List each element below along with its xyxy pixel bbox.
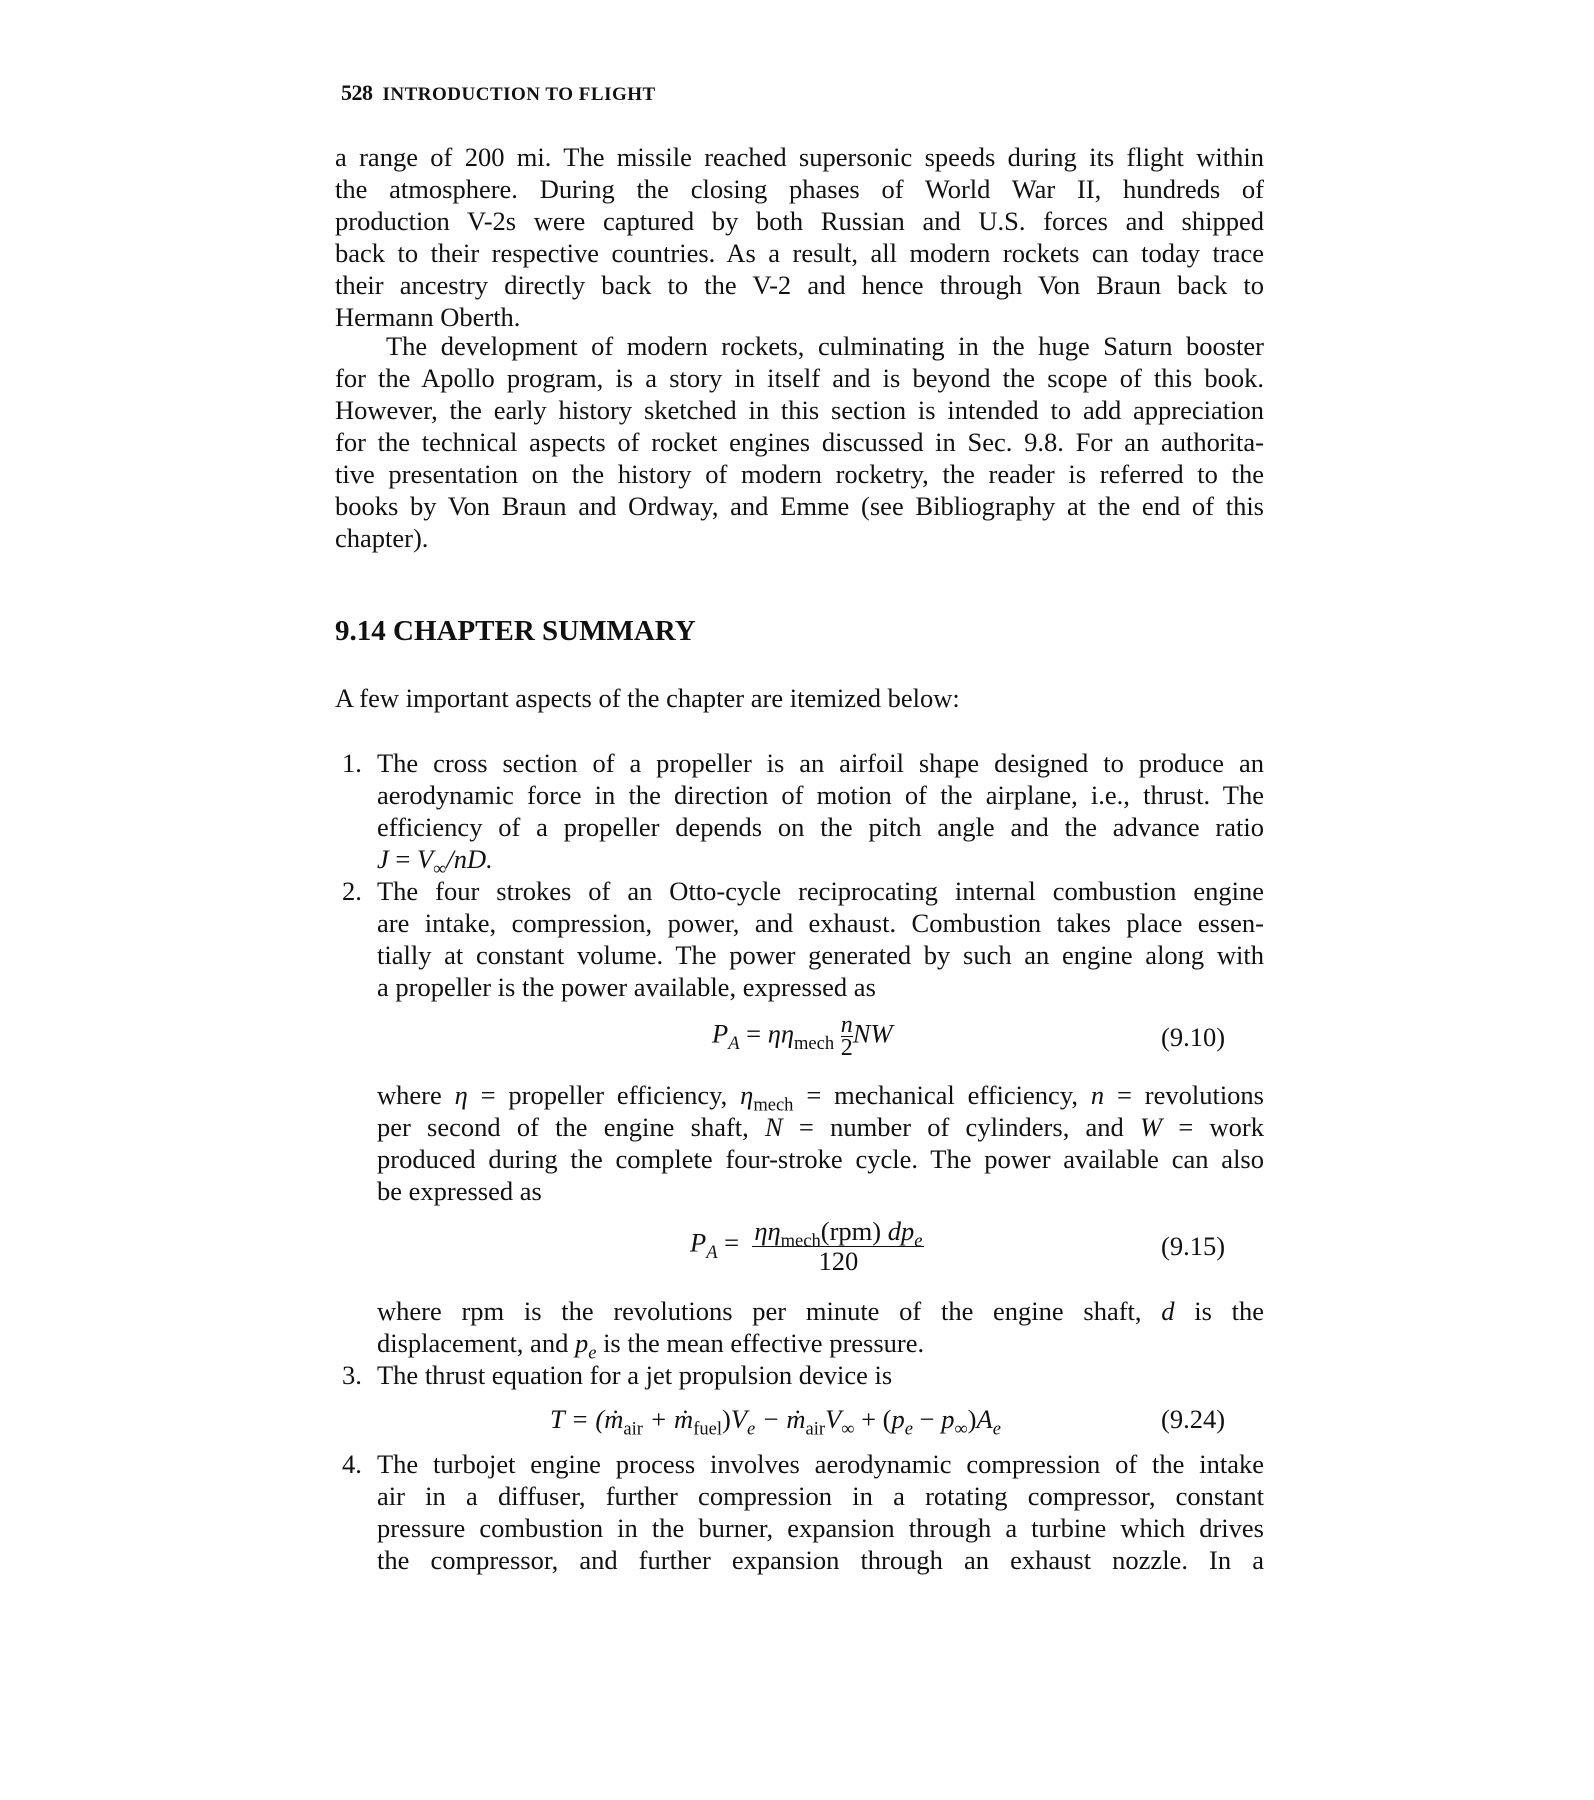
equation-9-10 <box>712 1014 893 1059</box>
eq-denominator: 120 <box>818 1246 859 1276</box>
text-line: a propeller is the power available, expressed as <box>377 972 876 1002</box>
text-segment: J <box>377 844 389 874</box>
eq-symbol: P <box>712 1018 729 1049</box>
text-line: aerodynamic force in the direction of motion of the airplane, i.e., thrust. The <box>377 780 1264 810</box>
eq-subscript: A <box>728 1033 740 1055</box>
text-line: The development of modern rockets, culminating in the huge Saturn booster <box>386 331 1264 361</box>
eq-numerator: n <box>840 1012 853 1038</box>
eq-subscript: ∞ <box>841 1418 855 1440</box>
item-text <box>377 875 1264 1003</box>
text-line: for the technical aspects of rocket engines discussed in Sec. 9.8. For an authorita- <box>335 427 1264 457</box>
text-segment: = mechanical efficiency, <box>793 1080 1091 1110</box>
eq-symbol: V <box>825 1404 842 1434</box>
eq-term: ) <box>722 1404 731 1434</box>
text-line: books by Von Braun and Ordway, and Emme (see Bibliography at the end of this <box>335 491 1264 521</box>
eq-subscript: e <box>904 1418 913 1440</box>
summary-item-4 <box>342 1448 1264 1576</box>
item-text <box>377 1079 1264 1207</box>
eq-term: T = (ṁ <box>550 1404 624 1434</box>
text-line: chapter). <box>335 523 429 553</box>
text-line: air in a diffuser, further compression in a rotating compressor, constant <box>377 1481 1264 1511</box>
eq-subscript: air <box>805 1418 826 1440</box>
eq-subscript: A <box>706 1242 718 1264</box>
text-line: their ancestry directly back to the V-2 and hence through Von Braun back to <box>335 270 1264 300</box>
summary-item-1 <box>342 747 1264 880</box>
summary-item-2 <box>342 875 1264 1003</box>
equation-number: (9.24) <box>1161 1404 1226 1434</box>
eq-subscript: ∞ <box>954 1418 968 1440</box>
text-line: Hermann Oberth. <box>335 302 521 332</box>
equation-number: (9.10) <box>1161 1022 1226 1052</box>
item-number: 3. <box>342 1360 362 1390</box>
text-line: the atmosphere. During the closing phases of World War II, hundreds of <box>335 174 1264 204</box>
eq-numerator <box>752 1216 924 1252</box>
eq-term: (rpm) <box>820 1216 882 1246</box>
text-segment: = propeller efficiency, <box>467 1080 741 1110</box>
eq-term: + ṁ <box>642 1404 694 1434</box>
eq-operator: = <box>717 1227 746 1258</box>
text-line: tive presentation on the history of modern rocketry, the reader is referred to the <box>335 459 1264 489</box>
text-segment: N <box>765 1112 783 1142</box>
eq-subscript: air <box>623 1418 643 1440</box>
text-segment: η <box>740 1080 754 1110</box>
item-number: 1. <box>342 748 362 778</box>
item-text <box>377 1448 1264 1576</box>
text-segment: = work <box>1162 1112 1264 1142</box>
eq-symbol: p <box>941 1404 955 1434</box>
item-number: 2. <box>342 876 362 906</box>
item-text <box>377 1359 1264 1391</box>
text-segment: is the mean effective pressure. <box>596 1328 925 1358</box>
text-line: efficiency of a propeller depends on the pitch angle and the advance ratio <box>377 812 1264 842</box>
summary-intro <box>335 682 1264 714</box>
text-line: The four strokes of an Otto-cycle reciprocating internal combustion engine <box>377 876 1264 906</box>
eq-operator: = <box>739 1018 768 1049</box>
item-text <box>377 1295 1264 1364</box>
text-line: A few important aspects of the chapter are itemized below: <box>335 683 960 713</box>
text-segment: W <box>1140 1112 1163 1142</box>
text-segment: = number of cylinders, and <box>782 1112 1141 1142</box>
paragraph-v2-history <box>335 141 1264 333</box>
eq-symbol: dp <box>887 1216 915 1246</box>
text-line: The thrust equation for a jet propulsion device is <box>377 1360 893 1390</box>
eq-term: − ṁ <box>755 1404 806 1434</box>
text-line: The turbojet engine process involves aerodynamic compression of the intake <box>377 1449 1264 1479</box>
text-line: are intake, compression, power, and exhaust. Combustion takes place essen- <box>377 908 1264 938</box>
text-segment: per second of the engine shaft, <box>377 1112 765 1142</box>
eq-symbol: ηη <box>767 1018 795 1049</box>
text-segment: is the <box>1174 1296 1264 1326</box>
section-heading: 9.14 CHAPTER SUMMARY <box>335 615 696 647</box>
text-line: However, the early history sketched in this section is intended to add appreciation <box>335 395 1264 425</box>
running-title: INTRODUCTION TO FLIGHT <box>382 84 656 105</box>
text-line <box>377 1079 1264 1116</box>
text-line <box>377 843 1264 880</box>
page-number: 528 <box>341 80 373 105</box>
eq-subscript: e <box>914 1230 923 1252</box>
text-line: the compressor, and further expansion through an exhaust nozzle. In a <box>377 1545 1264 1575</box>
text-line: for the Apollo program, is a story in itself and is beyond the scope of this book. <box>335 363 1264 393</box>
equation-9-24 <box>550 1404 1001 1440</box>
text-segment: where <box>377 1080 455 1110</box>
text-segment: ∞ <box>433 858 447 880</box>
text-line: back to their respective countries. As a result, all modern rockets can today trace <box>335 238 1264 268</box>
eq-symbol: A <box>976 1404 993 1434</box>
summary-item-2-rpm <box>377 1295 1264 1364</box>
eq-subscript: fuel <box>693 1418 722 1440</box>
text-segment: where rpm is the revolutions per minute of the engine shaft, <box>377 1296 1162 1326</box>
text-line: be expressed as <box>377 1176 542 1206</box>
text-line: produced during the complete four-stroke cycle. The power available can also <box>377 1144 1264 1174</box>
text-segment: = <box>388 844 417 874</box>
paragraph-modern-rockets <box>335 330 1264 554</box>
text-segment: e <box>588 1342 597 1364</box>
eq-denominator: 2 <box>840 1035 853 1061</box>
text-line: pressure combustion in the burner, expansion through a turbine which drives <box>377 1513 1264 1543</box>
text-segment: n <box>1090 1080 1105 1110</box>
eq-fraction <box>752 1216 924 1275</box>
eq-symbol: ηη <box>754 1216 781 1246</box>
summary-item-2-where <box>377 1079 1264 1207</box>
eq-fraction <box>841 1014 853 1059</box>
running-header <box>341 80 656 106</box>
eq-symbol: V <box>730 1404 748 1434</box>
text-segment: /nD. <box>446 844 493 874</box>
eq-term: ) <box>967 1404 977 1434</box>
summary-item-3 <box>342 1359 1264 1391</box>
eq-subscript: mech <box>780 1230 821 1252</box>
text-segment: mech <box>753 1094 794 1116</box>
item-number: 4. <box>342 1449 362 1479</box>
eq-symbol: p <box>891 1404 905 1434</box>
text-line <box>377 1327 1264 1364</box>
text-line: tially at constant volume. The power generated by such an engine along with <box>377 940 1264 970</box>
text-segment: = revolutions <box>1104 1080 1264 1110</box>
equation-number: (9.15) <box>1161 1231 1226 1261</box>
eq-subscript: e <box>747 1418 756 1440</box>
eq-term: + ( <box>854 1404 892 1434</box>
eq-subscript: mech <box>794 1033 835 1055</box>
text-line <box>377 1111 1264 1143</box>
text-line: a range of 200 mi. The missile reached supersonic speeds during its flight within <box>335 142 1264 172</box>
eq-subscript: e <box>992 1418 1001 1440</box>
eq-symbol: NW <box>852 1018 893 1049</box>
eq-symbol: P <box>690 1227 707 1258</box>
item-text <box>377 747 1264 880</box>
eq-term: − <box>913 1404 942 1434</box>
text-line <box>377 1295 1264 1327</box>
text-segment: η <box>454 1080 468 1110</box>
text-segment: p <box>574 1328 589 1358</box>
text-segment: V <box>416 844 434 874</box>
text-segment: d <box>1161 1296 1175 1326</box>
text-segment: displacement, and <box>377 1328 575 1358</box>
text-line: The cross section of a propeller is an airfoil shape designed to produce an <box>377 748 1264 778</box>
equation-9-15 <box>690 1216 924 1275</box>
text-line: production V-2s were captured by both Russian and U.S. forces and shipped <box>335 206 1264 236</box>
